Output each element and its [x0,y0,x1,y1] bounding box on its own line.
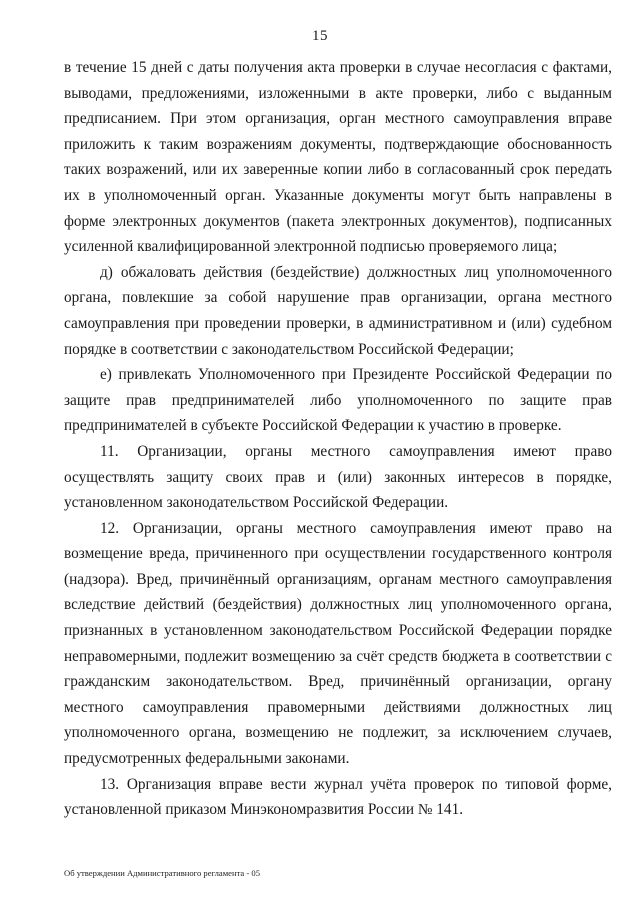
footer-note: Об утверждении Административного регламента - 05 [64,868,260,878]
page-number: 15 [312,28,328,44]
paragraph-12: 12. Организации, органы местного самоуправления имеют право на возмещение вреда, причиненного при осуществлении государственного контроля (надзора). Вред, причинённый организациям, органам местного самоуправления вследствие действий (бездействия) должностных лиц уполномоченного органа, признанных в установленном законодательством Российской Федерации порядке неправомерными, подлежит возмещению за счёт средств бюджета в соответствии с гражданским законодательством. Вред, причинённый организации, органу местного самоуправления правомерными действиями должностных лиц уполномоченного органа, возмещению не подлежит, за исключением случаев, предусмотренных федеральными законами. [64,519,612,768]
paragraph-11: 11. Организации, органы местного самоуправления имеют право осуществлять защиту своих прав и (или) законных интересов в порядке, установленном законодательством Российской Федерации. [64,442,612,512]
paragraph-13: 13. Организация вправе вести журнал учёта проверок по типовой форме, установленной приказом Минэкономразвития России № 141. [64,775,612,819]
paragraph-item-d: д) обжаловать действия (бездействие) должностных лиц уполномоченного органа, повлекшие за собой нарушение прав организации, органа местного самоуправления при проведении проверки, в административном и (или) судебном порядке в соответствии с законодательством Российской Федерации; [64,263,612,358]
paragraph-continuation: в течение 15 дней с даты получения акта проверки в случае несогласия с фактами, выводами, предложениями, изложенными в акте проверки, либо с выданным предписанием. При этом организация, орган местного самоуправления вправе приложить к таким возражениям документы, подтверждающие обоснованность таких возражений, или их заверенные копии либо в согласованный срок передать их в уполномоченный орган. Указанные документы могут быть направлены в форме электронных документов (пакета электронных документов), подписанных усиленной квалифицированной электронной подписью проверяемого лица; [64,59,612,256]
document-body [64,55,612,823]
paragraph-item-e: е) привлекать Уполномоченного при Президенте Российской Федерации по защите прав предпринимателей либо уполномоченного по защите прав предпринимателей в субъекте Российской Федерации к участию в проверке. [64,366,612,435]
